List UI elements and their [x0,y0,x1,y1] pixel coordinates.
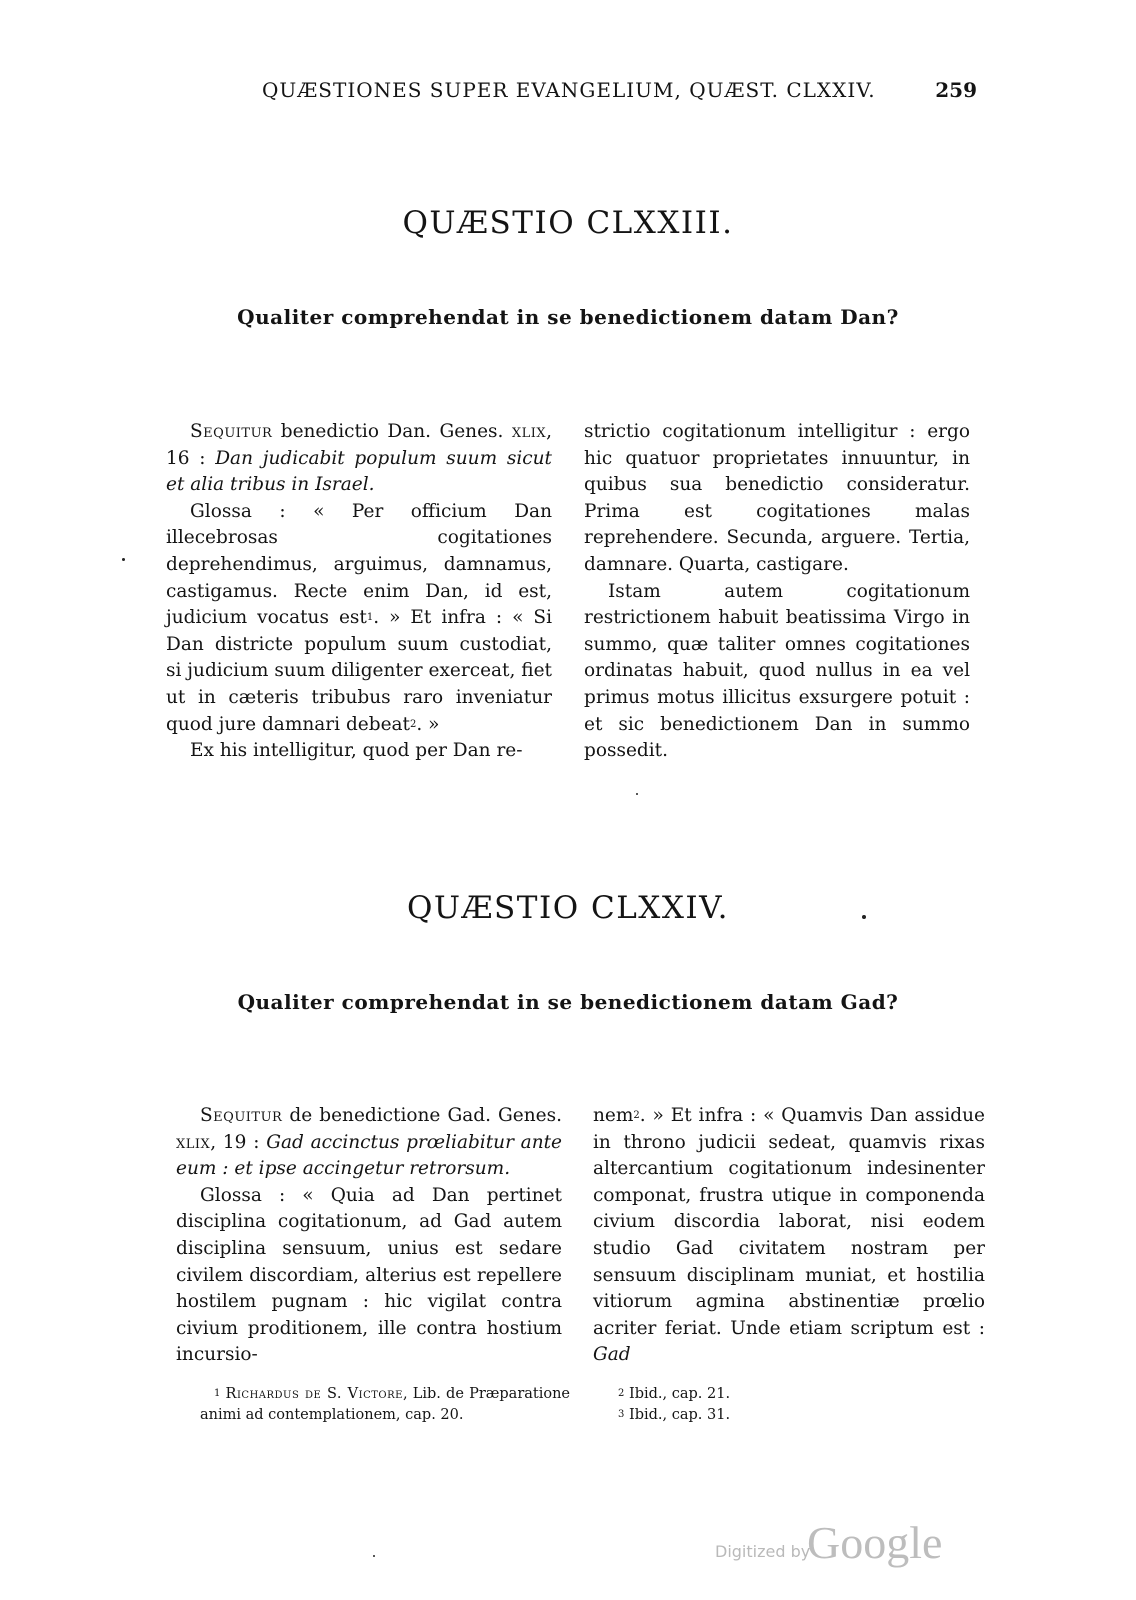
scan-speck [862,915,866,919]
small-caps-opening: Sequitur [190,421,273,442]
footnote-marker: 2 [410,718,417,730]
paragraph: Ex his intelligitur, quod per Dan re- [190,740,523,762]
footnote-2 [618,1384,918,1405]
scripture-quote: Gad [593,1344,631,1366]
running-title: QUÆSTIONES SUPER EVANGELIUM, QUÆST. CLXXIV. [262,78,876,102]
chapter-reference: xlix [511,421,547,442]
footnote-marker: 2 [633,1110,640,1121]
scripture-quote: Gad accinctus prœliabitur ante eum : et ipse accingetur retrorsum. [176,1131,562,1180]
text-run: , 19 : [210,1131,267,1153]
text-run: Glossa : « Per officium Dan illecebrosas cogitationes deprehendimus, arguimus, damnamus, castigamus. Recte enim Dan, id est, judicium vocatus est [166,500,552,629]
question-174-right-column [593,1103,985,1369]
footnotes-2-3 [618,1384,918,1425]
paragraph: strictio cogitationum intelligitur : ergo hic quatuor proprietates innuuntur, in quibus sua benedictio consideratur. Prima est cogitationes malas reprehendere. Secunda, arguere. Tertia, damnare. Quarta, castigare. [584,421,970,575]
page-number: 259 [935,78,977,102]
paragraph [176,1103,562,1183]
question-173-subtitle: Qualiter comprehendat in se benedictionem datam Dan? [237,305,899,329]
text-run: . » Et infra : « Quamvis Dan assidue in throno judicii sedeat, quamvis rixas altercantium cogitationum indesinenter componat, frustra utique in componenda civium discordia laborat, nisi eodem studio Gad civitatem nostram per sensuum disciplinam muniat, et hostilia vitiorum agmina abstinentiæ prœlio acriter feriat. Unde etiam scriptum est : [593,1105,985,1339]
footnote-text: Ibid., cap. 21. [628,1386,731,1402]
footnote-number: 1 [214,1388,221,1399]
footnote-3 [618,1405,918,1426]
scan-speck [373,1555,375,1557]
text-run: nem [593,1105,634,1126]
question-174-title: QUÆSTIO CLXXIV. [406,890,729,926]
scan-speck [636,793,638,795]
footnote-marker: 1 [366,612,374,624]
footnote-1 [200,1384,570,1425]
paragraph: Istam autem cogitationum restrictionem habuit beatissima Virgo in summo, quæ taliter omnes cogitationes ordinatas habuit, quod nullus in ea vel primus motus illicitus exsurgere potuit : et sic benedictionem Dan in summo possedit. [584,580,970,762]
google-watermark [715,1517,955,1580]
question-174-subtitle: Qualiter comprehendat in se benedictionem datam Gad? [237,990,899,1014]
text-run: benedictio Dan. Genes. [272,421,512,442]
question-174-left-column [176,1103,562,1369]
footnote-author: Richardus de S. Victore [225,1386,403,1402]
paragraph [593,1103,985,1369]
google-logo: Google [807,1517,943,1568]
question-173-left-column [166,419,552,765]
footnote-number: 3 [618,1408,625,1420]
question-173-title: QUÆSTIO CLXXIII. [402,205,734,241]
scripture-quote: Dan judicabit populum suum sicut et alia tribus in Israel. [166,447,552,496]
chapter-reference: xlix [176,1131,211,1153]
question-173-right-column [584,419,970,765]
paragraph [166,499,552,738]
text-run: . » Et infra : « Si Dan districte populum suum custodiat, si judicium suum diligenter exerceat, fiet ut in cæteris tribubus raro inveniatur quod jure damnari debeat [166,607,553,735]
scan-speck [122,558,125,561]
text-run: de benedictione Gad. Genes. [282,1105,562,1126]
digitized-by-label: Digitized by [715,1542,811,1561]
footnote-text: , Lib. de Præparatione animi ad contemplationem, cap. 20. [200,1386,571,1423]
running-header [262,78,977,108]
small-caps-opening: Sequitur [200,1105,283,1126]
footnote-number: 2 [618,1388,625,1399]
paragraph [166,419,552,499]
paragraph: Glossa : « Quia ad Dan pertinet disciplina cogitationum, ad Gad autem disciplina sensuum, unius est sedare civilem discordiam, alterius est repellere hostilem pugnam : hic vigilat contra civium proditionem, ille contra hostium incursio- [176,1184,562,1366]
text-run: . » [416,713,440,735]
text-run: , 16 : [166,421,552,469]
footnote-text: Ibid., cap. 31. [628,1406,731,1423]
